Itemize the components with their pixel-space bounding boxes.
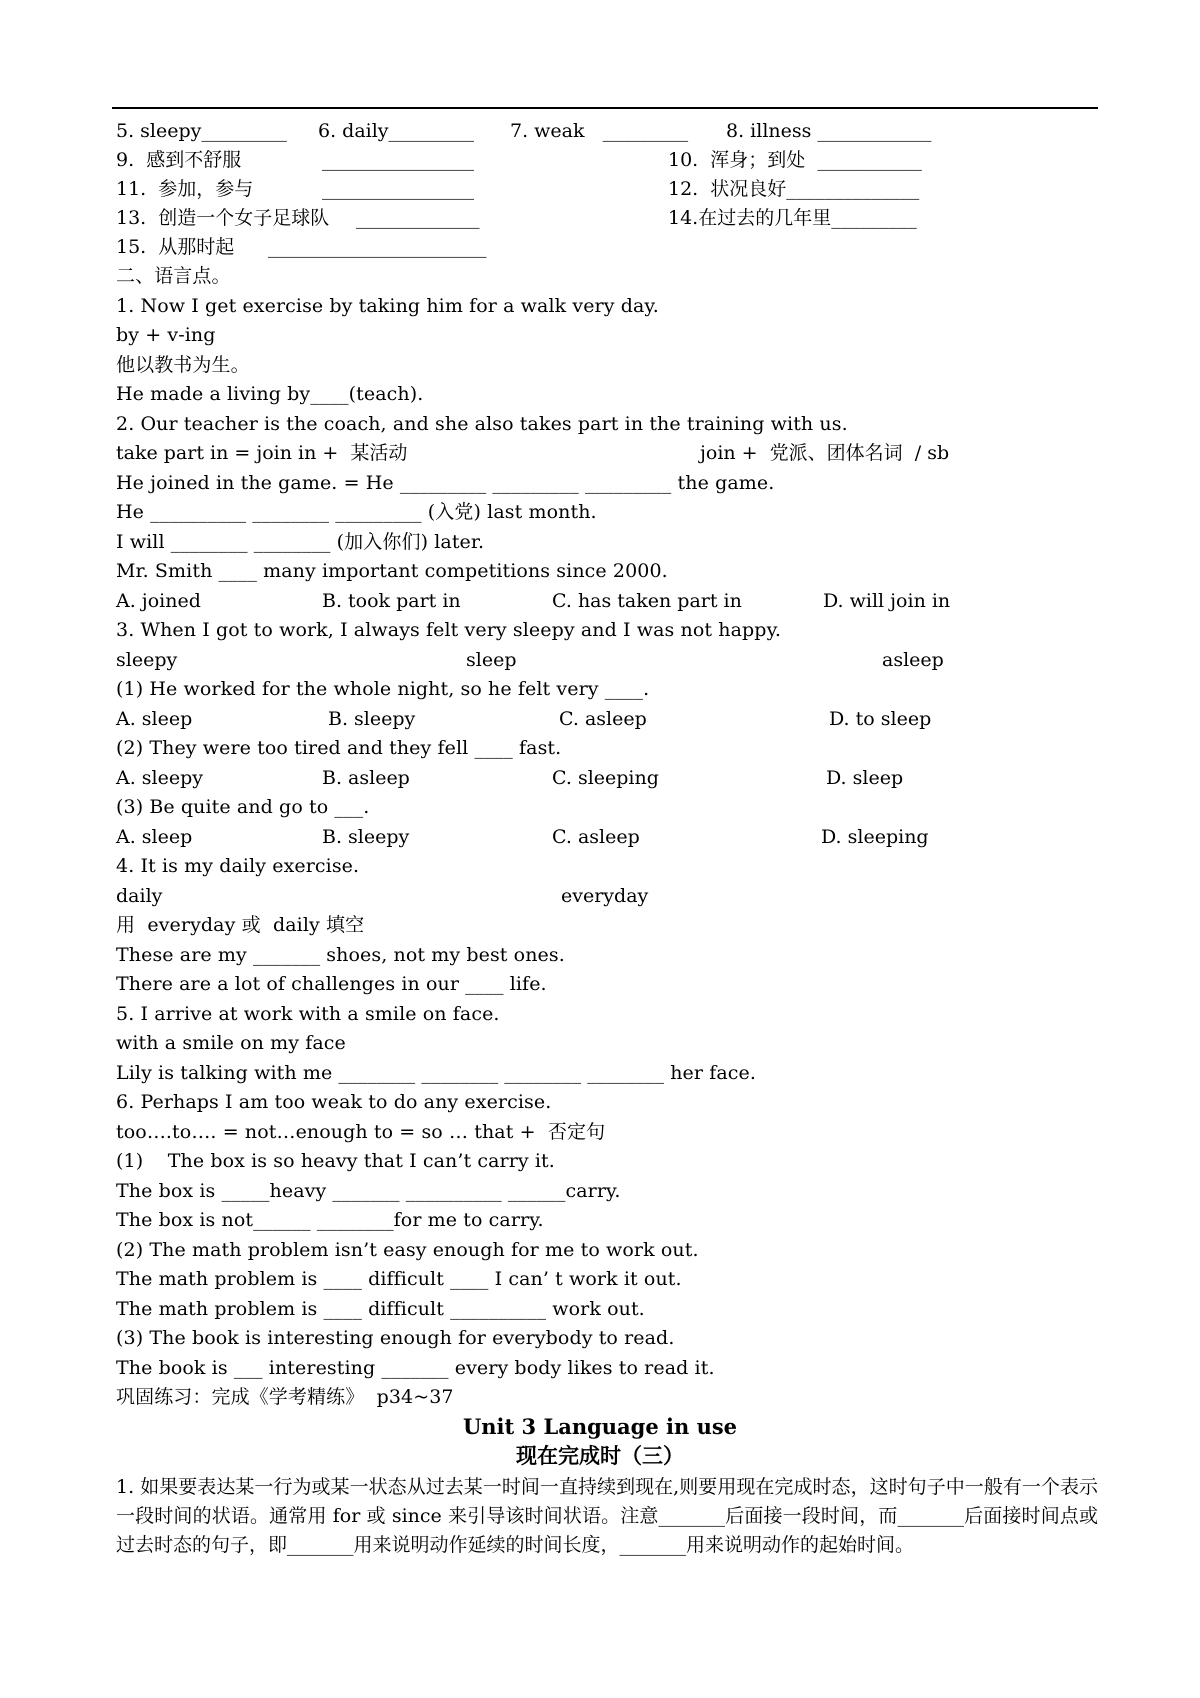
vocab-12: 12. 状况良好______________ [668, 178, 920, 200]
point-1-rule: by + v-ing [116, 324, 216, 346]
point-3-question-1: (1) He worked for the whole night, so he felt very ____. [116, 678, 650, 700]
q3-option-b: B. sleepy [322, 826, 410, 848]
point-6-q2-rewrite-a: The math problem is ____ difficult ____ I can’ t work it out. [116, 1268, 682, 1290]
point-6-q1-rewrite-a: The box is _____heavy _______ __________ ______carry. [116, 1180, 621, 1202]
point-3-word-sleepy: sleepy [116, 649, 178, 671]
q1-option-b: B. sleepy [328, 708, 416, 730]
vocab-15: 15. 从那时起 [116, 236, 235, 258]
vocab-7: 7. weak _________ [510, 120, 689, 142]
point-5-sentence: 5. I arrive at work with a smile on face. [116, 1003, 500, 1025]
vocab-13-blank: _____________ [356, 207, 480, 229]
point-5-exercise: Lily is talking with me ________ ________ ________ ________ her face. [116, 1062, 756, 1084]
point-6-q3-rewrite-a: The book is ___ interesting _______ every body likes to read it. [116, 1357, 715, 1379]
q1-option-c: C. asleep [559, 708, 647, 730]
grammar-title: 现在完成时（三） [516, 1443, 684, 1468]
point-2-option-c: C. has taken part in [552, 590, 742, 612]
q2-option-a: A. sleepy [116, 767, 204, 789]
vocab-14: 14.在过去的几年里_________ [668, 207, 917, 229]
q3-option-a: A. sleep [116, 826, 193, 848]
point-6-rule: too….to…. = not…enough to = so … that + 否定句 [116, 1121, 606, 1143]
point-6-q1-rewrite-b: The box is not______ ________for me to carry. [116, 1209, 544, 1231]
top-rule [112, 107, 1098, 109]
point-6-sentence: 6. Perhaps I am too weak to do any exercise. [116, 1091, 552, 1113]
point-2-rule-left: take part in = join in + 某活动 [116, 442, 408, 464]
point-1-chinese: 他以教书为生。 [116, 354, 250, 376]
point-4-instruction: 用 everyday 或 daily 填空 [116, 914, 365, 936]
point-3-sentence: 3. When I got to work, I always felt very sleepy and I was not happy. [116, 619, 782, 641]
vocab-11-blank: ________________ [322, 178, 474, 200]
point-1-exercise: He made a living by____(teach). [116, 383, 424, 405]
vocab-15-blank: _______________________ [268, 236, 487, 258]
point-3-word-asleep: asleep [882, 649, 944, 671]
point-2-exercise-2: He __________ ________ _________ (入党) last month. [116, 501, 597, 523]
q3-option-d: D. sleeping [821, 826, 929, 848]
point-6-q2-rewrite-b: The math problem is ____ difficult __________ work out. [116, 1298, 645, 1320]
q2-option-c: C. sleeping [552, 767, 659, 789]
point-2-option-d: D. will join in [823, 590, 951, 612]
section-heading: 二、语言点。 [116, 265, 231, 287]
point-1-sentence: 1. Now I get exercise by taking him for a walk very day. [116, 295, 659, 317]
q2-option-d: D. sleep [826, 767, 904, 789]
point-2-option-b: B. took part in [322, 590, 461, 612]
vocab-5: 5. sleepy_________ [116, 120, 287, 142]
q2-option-b: B. asleep [322, 767, 410, 789]
vocab-11: 11. 参加，参与 [116, 178, 254, 200]
vocab-8: 8. illness ____________ [726, 120, 932, 142]
point-4-sentence: 4. It is my daily exercise. [116, 855, 360, 877]
vocab-6: 6. daily_________ [318, 120, 475, 142]
point-4-exercise-1: These are my _______ shoes, not my best ones. [116, 944, 565, 966]
point-2-option-a: A. joined [116, 590, 201, 612]
point-5-phrase: with a smile on my face [116, 1032, 346, 1054]
point-6-question-1: (1) The box is so heavy that I can’t carry it. [116, 1150, 555, 1172]
q3-option-c: C. asleep [552, 826, 640, 848]
vocab-9-blank: ________________ [322, 149, 474, 171]
point-3-word-sleep: sleep [466, 649, 517, 671]
point-6-question-2: (2) The math problem isn’t easy enough for me to work out. [116, 1239, 699, 1261]
point-4-exercise-2: There are a lot of challenges in our ____ life. [116, 973, 547, 995]
grammar-paragraph: 1. 如果要表达某一行为或某一状态从过去某一时间一直持续到现在,则要用现在完成时态，这时句子中一般有一个表示一段时间的状语。通常用 for 或 since 来引导该时间状语。注意_______后面接一段时间，而_______后面接时间点或过去时态的句子，即_______用来说明动作延续的时间长度，_______用来说明动作的起始时间。 [116, 1476, 1098, 1556]
point-4-word-everyday: everyday [561, 885, 649, 907]
q1-option-a: A. sleep [116, 708, 193, 730]
vocab-13: 13. 创造一个女子足球队 [116, 207, 330, 229]
point-4-word-daily: daily [116, 885, 163, 907]
point-3-question-3: (3) Be quite and go to ___. [116, 796, 370, 818]
point-2-sentence: 2. Our teacher is the coach, and she also takes part in the training with us. [116, 413, 848, 435]
unit-title: Unit 3 Language in use [462, 1414, 738, 1439]
point-2-exercise-3: I will ________ ________ (加入你们) later. [116, 531, 485, 553]
point-2-exercise-1: He joined in the game. = He _________ _________ _________ the game. [116, 472, 775, 494]
vocab-9: 9. 感到不舒服 [116, 149, 242, 171]
q1-option-d: D. to sleep [829, 708, 932, 730]
point-3-question-2: (2) They were too tired and they fell ____ fast. [116, 737, 562, 759]
point-6-question-3: (3) The book is interesting enough for everybody to read. [116, 1327, 675, 1349]
point-2-rule-right: join + 党派、团体名词 / sb [700, 442, 950, 464]
practice-note: 巩固练习：完成《学考精练》 p34~37 [116, 1386, 454, 1408]
point-2-exercise-4: Mr. Smith ____ many important competitions since 2000. [116, 560, 668, 582]
vocab-10: 10. 浑身；到处 ___________ [668, 149, 922, 171]
